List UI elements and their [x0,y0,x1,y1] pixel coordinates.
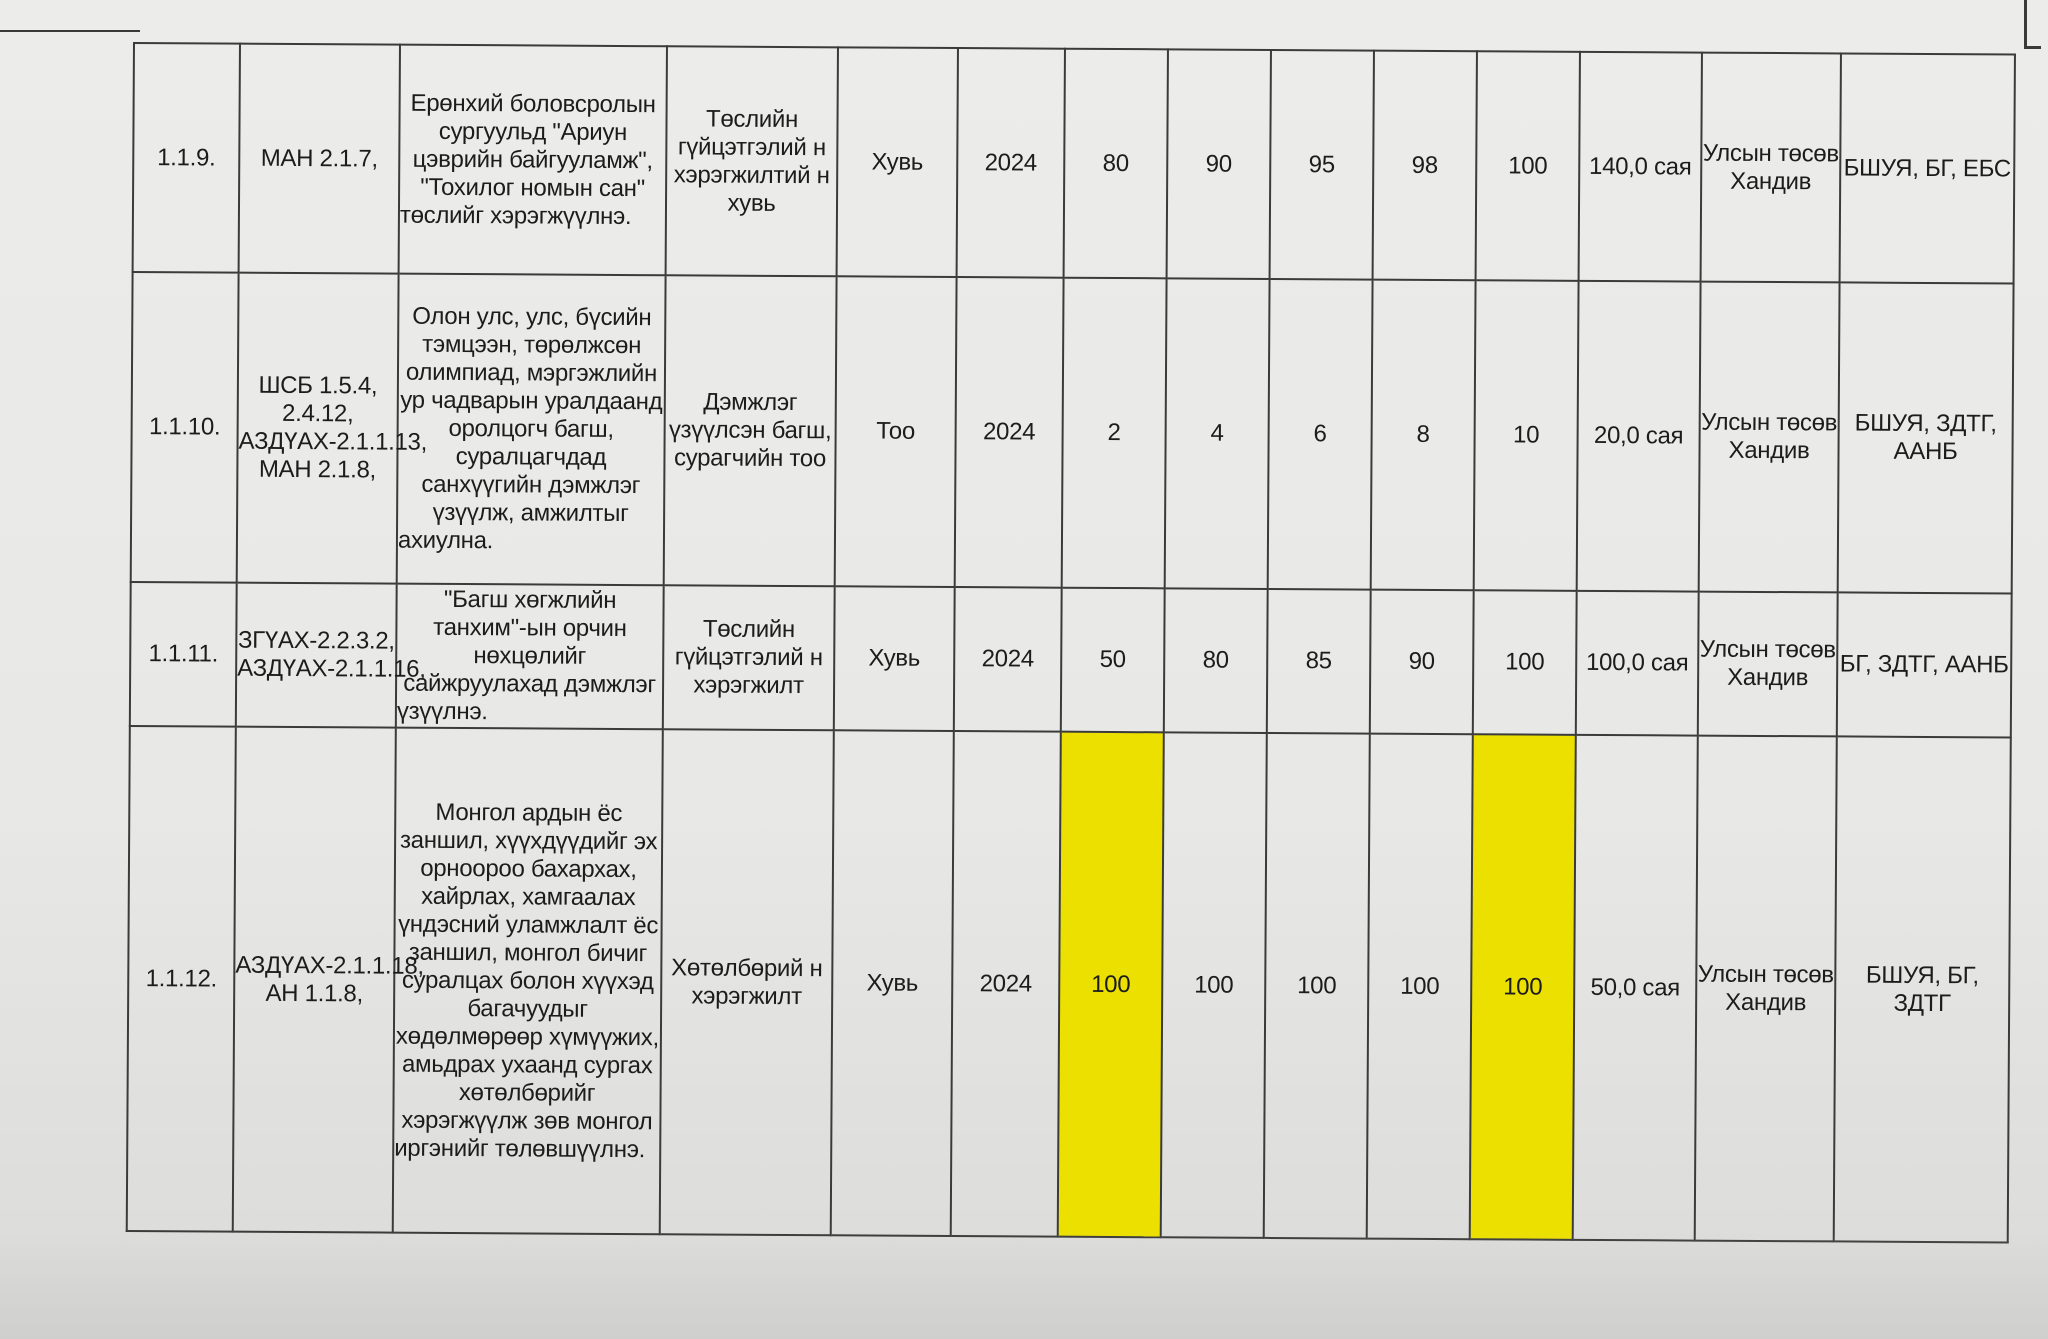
target-year-4: 98 [1373,51,1477,281]
row-id: 1.1.11. [130,582,237,727]
responsible-organizations: БШУЯ, БГ, ЗДТГ [1834,736,2011,1242]
target-year-3: 100 [1264,733,1370,1239]
indicator: Дэмжлэг үзүүлсэн багш, сурагчийн тоо [664,275,837,586]
target-year-1-highlighted: 100 [1058,732,1164,1238]
target-year-1: 50 [1061,588,1165,733]
funding-source: Улсын төсөв Хандив [1699,282,1840,593]
target-year-2: 80 [1164,588,1268,733]
target-year-4: 8 [1371,280,1476,591]
activity-description: "Багш хөгжлийн танхим"-ын орчин нөхцөлийг сайжруулахад дэмжлэг үзүүлнэ. [396,584,664,730]
target-year-5: 100 [1476,51,1580,281]
baseline-year: 2024 [955,277,1064,588]
indicator: Хөтөлбөрий н хэрэгжилт [660,729,834,1235]
activity-description: Ерөнхий боловсролын сургуульд "Ариун цэврийн байгууламж", "Тохилог номын сан" төслийг хэрэгжүүлнэ. [399,45,667,276]
table-row [131,272,2014,593]
program-reference: ШСБ 1.5.4, 2.4.12, АЗДҮАХ-2.1.1.13, МАН 2.1.8, [237,273,399,584]
indicator: Төслийн гүйцэтгэлий н хэрэгжилтий н хувь [666,46,838,276]
target-year-2: 100 [1161,732,1267,1238]
target-year-4: 100 [1367,734,1473,1240]
program-reference: ЗГҮАХ-2.2.3.2, АЗДҮАХ-2.1.1.16, [236,583,397,728]
program-reference: АЗДҮАХ-2.1.1.18, АН 1.1.8, [233,727,396,1233]
unit: Хувь [831,730,954,1236]
baseline-year: 2024 [957,48,1065,278]
target-year-4: 90 [1370,590,1474,735]
responsible-organizations: БШУЯ, БГ, ЕБС [1840,53,2015,283]
target-year-5: 10 [1474,280,1579,591]
budget: 100,0 сая [1576,591,1699,736]
responsible-organizations: БШУЯ, ЗДТГ, ААНБ [1838,282,2014,593]
program-reference: МАН 2.1.7, [239,44,400,274]
target-year-1: 2 [1062,278,1167,589]
action-plan-table [126,42,2016,1243]
target-year-5: 100 [1473,590,1577,735]
budget: 50,0 сая [1573,735,1698,1241]
target-year-3: 85 [1267,589,1371,734]
budget: 20,0 сая [1577,281,1701,592]
unit: Тоо [835,276,957,587]
page-bottom-shadow [0,1232,2048,1339]
target-year-3: 6 [1268,279,1373,590]
baseline-year: 2024 [951,731,1061,1237]
baseline-year: 2024 [954,587,1062,732]
unit: Хувь [837,47,958,277]
activity-description: Монгол ардын ёс заншил, хүүхдүүдийг эх орноороо бахархах, хайрлах, хамгаалах үндэсний уламжлалт ёс заншил, монгол бичиг суралцах болон хүүхэд багачуудыг хөдөлмөрөөр хүмүүжих, амьдрах ухаанд сургах хөтөлбөрийг хэрэгжүүлж зөв монгол иргэнийг төлөвшүүлнэ. [393,728,663,1235]
target-year-2: 90 [1167,49,1271,279]
top-rule-line [0,30,140,32]
responsible-organizations: БГ, ЗДТГ, ААНБ [1837,592,2012,737]
table-row [127,726,2011,1242]
activity-description: Олон улс, улс, бүсийн тэмцээн, төрөлжсөн олимпиад, мэргэжлийн ур чадварын уралдаанд оролцогч багш, суралцагчдад санхүүгийн дэмжлэг үзүүлж, амжилтыг ахиулна. [397,274,666,586]
funding-source: Улсын төсөв Хандив [1698,592,1838,737]
table-row [133,43,2015,283]
target-year-5-highlighted: 100 [1470,734,1576,1240]
indicator: Төслийн гүйцэтгэлий н хэрэгжилт [663,585,835,730]
target-year-1: 80 [1064,49,1168,279]
unit: Хувь [834,586,955,731]
funding-source: Улсын төсөв Хандив [1695,736,1837,1242]
row-id: 1.1.10. [131,272,239,583]
budget: 140,0 сая [1579,52,1702,282]
row-id: 1.1.9. [133,43,240,273]
target-year-2: 4 [1165,278,1270,589]
table-row [130,582,2012,737]
target-year-3: 95 [1270,50,1374,280]
row-id: 1.1.12. [127,726,236,1232]
funding-source: Улсын төсөв Хандив [1701,53,1841,283]
page-corner-mark [2024,0,2041,49]
